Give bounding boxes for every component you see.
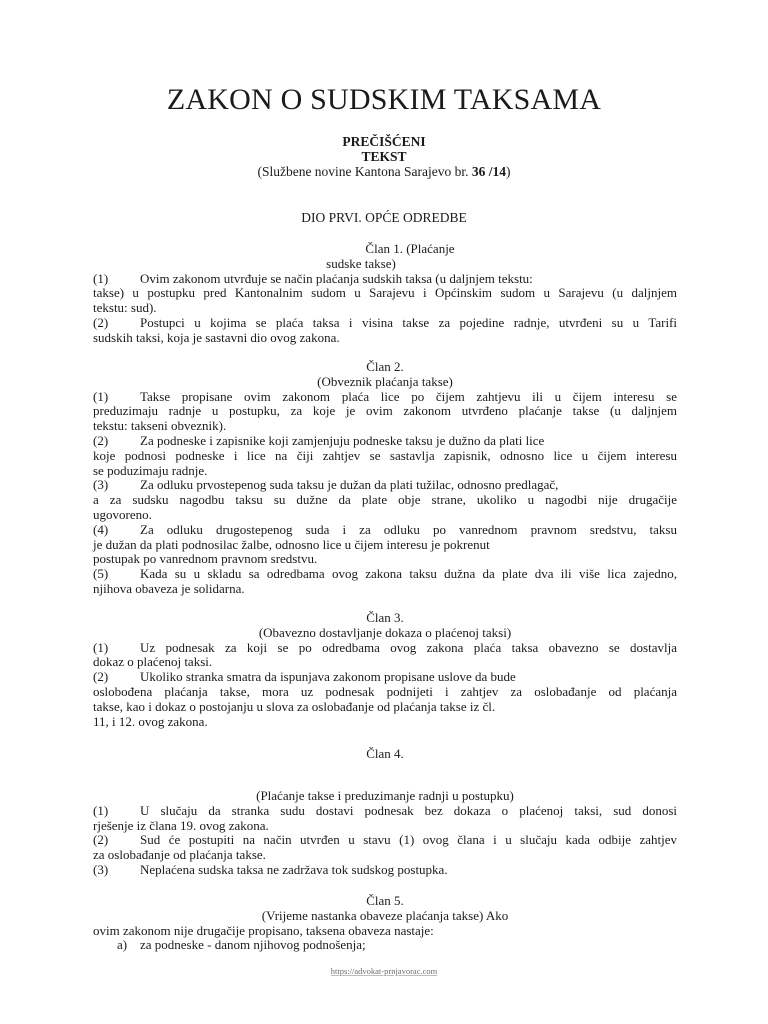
paragraph-text: Za odluku drugostepenog suda i za odluku po vanrednom pravnom sredstvu, taksu: [140, 521, 677, 537]
article-2: [93, 360, 677, 597]
paragraph-number: (1): [93, 388, 109, 404]
paragraph-first-line: [93, 434, 677, 449]
paragraph-number: (1): [93, 270, 109, 286]
paragraph-line: njihova obaveza je solidarna.: [93, 580, 245, 596]
footer-url-text: https://advokat-prnjavorac.com: [330, 966, 438, 976]
paragraph-line: tekstu: takseni obveznik).: [93, 418, 227, 434]
document-subtitle-line-2: TEKST: [361, 149, 407, 164]
paragraph-line: 11, i 12. ovog zakona.: [93, 713, 208, 729]
gazette-reference: [0, 164, 768, 179]
paragraph-number: (4): [93, 521, 109, 537]
article-subheading: (Vrijeme nastanka obaveze plaćanja takse) Ako: [261, 907, 509, 923]
paragraph-first-line: [93, 641, 677, 656]
paragraph-number: (3): [93, 477, 109, 493]
paragraph-line: takse, kao i dokaz o postojanju u slova za oslobađanje od plaćanja takse iz čl.: [93, 698, 496, 714]
paragraph-line: postupak po vanrednom pravnom sredstvu.: [93, 551, 318, 567]
paragraph-first-line: [93, 833, 677, 848]
article-subheading: (Obveznik plaćanja takse): [317, 373, 453, 389]
article-heading: Član 2.: [366, 359, 404, 374]
article-heading: Član 4.: [366, 746, 404, 761]
paragraph-line: dokaz o plaćenoj taksi.: [93, 654, 213, 670]
article-4: [93, 747, 677, 878]
paragraph-line: ovim zakonom nije drugačije propisano, taksena obaveza nastaje:: [93, 922, 434, 938]
paragraph-first-line: [93, 316, 677, 331]
paragraph-text: Sud će postupiti na način utvrđen u stavu (1) ovog člana i u slučaju kada odbije zahtjev: [140, 832, 677, 848]
paragraph-text: Kada su u skladu sa odredbama ovog zakona taksu dužna da plate dva ili više lica zajedno,: [140, 566, 677, 582]
paragraph-number: (1): [93, 802, 109, 818]
paragraph-text: U slučaju da stranka sudu dostavi podnesak bez dokaza o plaćenoj taksi, sud donosi: [140, 802, 677, 818]
list-item: [93, 938, 677, 953]
list-item-text: za podneske - danom njihovog podnošenja;: [140, 937, 366, 953]
article-subheading: sudske takse): [326, 255, 396, 271]
paragraph-number: (2): [93, 432, 109, 448]
footer-url: [0, 966, 768, 977]
blank-gap: [93, 762, 677, 789]
gazette-prefix: (Službene novine Kantona Sarajevo br.: [257, 164, 472, 179]
article-3: [93, 611, 677, 729]
article-heading: Član 5.: [366, 893, 404, 908]
article-1: [93, 242, 677, 346]
part-heading: DIO PRVI. OPĆE ODREDBE: [301, 210, 467, 225]
paragraph-line: je dužan da plati podnosilac žalbe, odnosno lice u čijem interesu je pokrenut: [93, 536, 490, 552]
gazette-number: 36 /14: [471, 164, 507, 179]
paragraph-text: Ovim zakonom utvrđuje se način plaćanja sudskih taksa (u daljnjem tekstu:: [140, 270, 533, 286]
paragraph-text: Takse propisane ovim zakonom plaća lice po čijem zahtjevu ili u čijem interesu se: [140, 388, 677, 404]
paragraph-first-line: [93, 478, 677, 493]
paragraph-first-line: [93, 670, 677, 685]
paragraph-first-line: [93, 567, 677, 582]
paragraph-line: preduzimaju radnje u postupku, za koje je ovim zakonom utvrđeno plaćanje takse (u daljnjem: [93, 403, 677, 419]
paragraph-number: (5): [93, 566, 109, 582]
article-subheading: (Plaćanje takse i preduzimanje radnji u postupku): [256, 787, 514, 803]
paragraph-line: rješenje iz člana 19. ovog zakona.: [93, 817, 269, 833]
paragraph-line: koje podnosi podneske i lice na čiji zahtjev se sastavlja zapisnik, odnosno lice u čijem interesu: [93, 447, 677, 463]
paragraph-line: a za sudsku nagodbu taksu su dužne da plate obje strane, ukoliko u nagodbi nije drugačije: [93, 492, 677, 508]
paragraph-text: Za podneske i zapisnike koji zamjenjuju podneske taksu je dužno da plati lice: [140, 432, 545, 448]
paragraph-first-line: [93, 390, 677, 405]
paragraph-first-line: [93, 863, 677, 878]
paragraph-number: (2): [93, 832, 109, 848]
article-heading: Član 3.: [366, 610, 404, 625]
paragraph-text: Postupci u kojima se plaća taksa i visina takse za pojedine radnje, utvrđeni su u Tarifi: [140, 314, 677, 330]
list-item-marker: a): [117, 937, 128, 953]
paragraph-line: tekstu: sud).: [93, 300, 157, 316]
paragraph-line: oslobođena plaćanja takse, mora uz podnesak podnijeti i zahtjev za oslobađanje od plaćanja: [93, 683, 677, 699]
paragraph-line: ugovoreno.: [93, 506, 152, 522]
article-subheading: (Obavezno dostavljanje dokaza o plaćenoj taksi): [258, 624, 512, 640]
document-title: ZAKON O SUDSKIM TAKSAMA: [166, 83, 602, 116]
paragraph-number: (1): [93, 639, 109, 655]
paragraph-first-line: [93, 272, 677, 287]
paragraph-text: Za odluku prvostepenog suda taksu je dužan da plati tužilac, odnosno predlagač,: [140, 477, 559, 493]
paragraph-number: (2): [93, 669, 109, 685]
paragraph-line: za oslobađanje od plaćanja takse.: [93, 847, 266, 863]
document-subtitle-line-1: PREČIŠĆENI: [342, 134, 426, 149]
paragraph-text: Uz podnesak za koji se po odredbama ovog zakona plaća taksa obavezno se dostavlja: [140, 639, 677, 655]
paragraph-text: Neplaćena sudska taksa ne zadržava tok sudskog postupka.: [140, 861, 448, 877]
paragraph-line: sudskih taksi, koja je sastavni dio ovog zakona.: [93, 329, 340, 345]
paragraph-text: Ukoliko stranka smatra da ispunjava zakonom propisane uslove da bude: [140, 669, 516, 685]
paragraph-number: (3): [93, 861, 109, 877]
article-5: [93, 894, 677, 953]
paragraph-line: se poduzimaju radnje.: [93, 462, 208, 478]
paragraph-number: (2): [93, 314, 109, 330]
paragraph-first-line: [93, 804, 677, 819]
gazette-suffix: ): [506, 164, 511, 179]
paragraph-line: takse) u postupku pred Kantonalnim sudom u Sarajevu i Općinskim sudom u Sarajevu (u daljnjem: [93, 285, 677, 301]
paragraph-first-line: [93, 523, 677, 538]
article-heading: Član 1. (Plaćanje: [365, 241, 455, 256]
